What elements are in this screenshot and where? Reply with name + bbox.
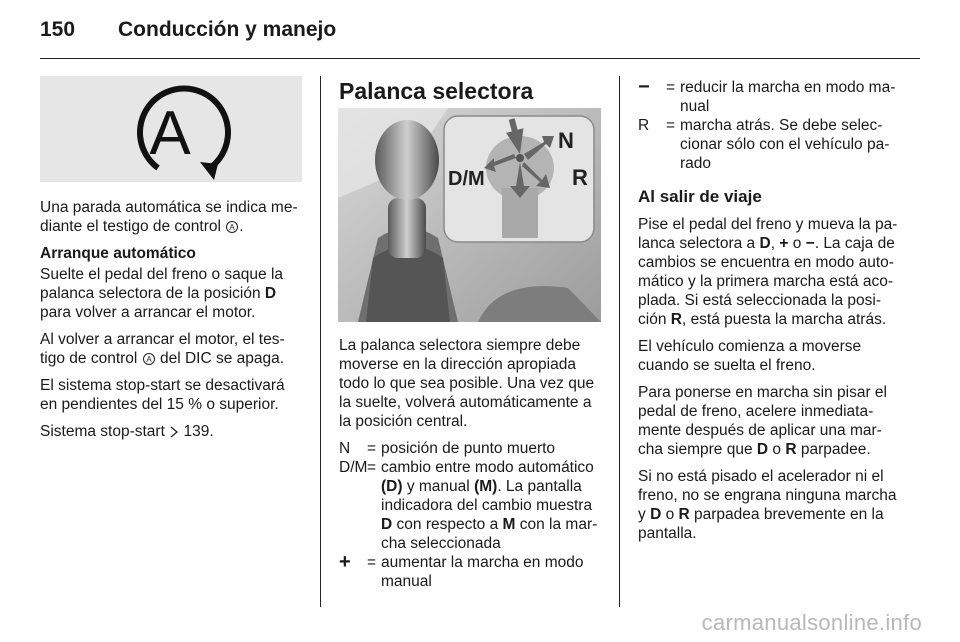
intro-paragraph: Una parada automática se indica me-diante el testigo de control A . [40, 199, 298, 235]
page-reference-arrow-icon [169, 426, 179, 438]
plus-icon: + [779, 235, 789, 252]
label-n: N [558, 128, 574, 153]
label-dm: D/M [448, 168, 485, 190]
section-heading-selector-lever: Palanca selectora [339, 78, 534, 104]
minus-icon: − [805, 235, 815, 252]
minus-icon: − [638, 76, 650, 98]
column-divider-right [619, 76, 620, 607]
definition-n: N = posición de punto muerto [339, 440, 556, 457]
column-divider-left [320, 76, 321, 607]
plus-icon: + [339, 551, 351, 573]
middle-column-text [339, 336, 604, 591]
paragraph-slope: El sistema stop-start se desactivará en pendientes del 15 % o superior. [40, 377, 285, 413]
autostop-indicator-figure [40, 76, 302, 182]
selector-lever-photo [338, 108, 601, 322]
page-title: Conducción y manejo [118, 18, 337, 41]
lever-instructions: La palanca selectora siempre debe moverse en la dirección apropiada todo lo que sea posible. Una vez que la suelte, volverá automáticamente a la posición central. [339, 337, 595, 430]
svg-text:A: A [146, 354, 152, 364]
selector-lever-illustration [338, 108, 601, 322]
autostop-small-icon [225, 220, 239, 234]
page-number: 150 [40, 18, 76, 41]
paragraph-accelerate: Para ponerse en marcha sin pisar el pedal de freno, acelere inmediata-mente después de aplicar una mar-cha siempre que D o R parpadee. [638, 384, 887, 458]
label-r: R [572, 165, 588, 190]
section-heading-starting-off: Al salir de viaje [638, 187, 762, 206]
definition-minus: − = reducir la marcha en modo ma-nual [638, 76, 896, 115]
definition-plus: + = aumentar la marcha en modo manual [339, 551, 584, 590]
paragraph-vehicle-moves: El vehículo comienza a moverse cuando se suelta el freno. [638, 338, 862, 374]
watermark: carmanualsonline.info [701, 610, 922, 635]
svg-text:A: A [229, 222, 235, 232]
paragraph-restart: Suelte el pedal del freno o saque la palanca selectora de la posición D para volver a arrancar el motor. [40, 266, 284, 321]
autostop-a-icon [40, 76, 302, 182]
right-column [638, 78, 903, 551]
definition-dm: D/M = cambio entre modo automático (D) y manual (M). La pantalla indicadora del cambio muestra D con respecto a M con la mar-cha seleccionada [339, 459, 598, 552]
header-rule [40, 58, 920, 59]
left-column [40, 198, 306, 449]
paragraph-indicator-off: Al volver a arrancar el motor, el tes-tigo de control A del DIC se apaga. [40, 331, 285, 367]
definition-r: R = marcha atrás. Se debe selec-cionar sólo con el vehículo pa-rado [638, 117, 890, 172]
cross-reference[interactable]: Sistema stop-start 139. [40, 423, 214, 440]
icon-letter: A [149, 99, 191, 168]
paragraph-no-gear: Si no está pisado el acelerador ni el freno, no se engrana ninguna marcha y D o R parpadea brevemente en la pantalla. [638, 468, 897, 542]
paragraph-move-lever: Pise el pedal del freno y mueva la pa-lanca selectora a D, + o −. La caja de cambios se encuentra en modo auto-mático y la primera marcha está aco-plada. Si está seleccionada la posi-ción R, está puesta la marcha atrás. [638, 216, 898, 328]
autostop-small-icon [142, 352, 156, 366]
subheading-auto-start: Arranque automático [40, 245, 196, 262]
